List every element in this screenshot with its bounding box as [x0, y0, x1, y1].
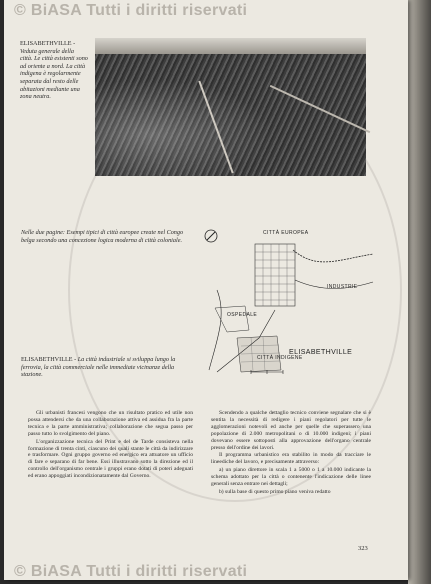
map-railway: [293, 250, 373, 262]
map-caption-head: ELISABETHVILLE -: [21, 356, 77, 363]
photo-road: [198, 81, 233, 174]
watermark-top: © BiASA Tutti i diritti riservati: [14, 2, 248, 19]
paragraph: Il programma urbanistico era stabilito in modo da tracciare le lineediche del lavoro, e precisamente attraverso:: [211, 452, 371, 466]
paragraph: a) un piano direttore in scala 1 a 5000 o 1 a 10.000 indicante la schema adottato per la città o contenente l'indicazione delle linee generali senza entrare nei dettagli;: [211, 467, 371, 488]
text-column-right: [211, 410, 371, 497]
book-page-edge: [408, 0, 431, 584]
photo-caption-head: ELISABETHVILLE -: [20, 40, 76, 47]
compass-icon: [205, 230, 217, 242]
aerial-photo: [95, 38, 366, 176]
photo-road: [270, 85, 371, 133]
types-caption: Nelle due pagine: Esempi tipici di città europee create nel Congo belga secondo una concezione logica moderna di città coloniale.: [21, 229, 184, 244]
paragraph: Scendendo a qualche dettaglio tecnico conviene segnalare che si è sentita la necessità di redigere i piani regolatori per tutte le agglomerazioni notevoli ed anche per quelle che superassero una popolazione di 2.000 metropolitani o di 10.000 indigeni; i piani dovevano essere sottoposti alla approvazione dell'organo centrale presso dell'ordine dei lavori.: [211, 410, 371, 451]
map-label-industrial: INDUSTRIE: [327, 284, 358, 290]
watermark-bottom: © BiASA Tutti i diritti riservati: [14, 563, 248, 580]
map-caption: [21, 356, 193, 379]
photo-caption-text: Veduta generale della città. Le città esistenti sono ad oriente a nord. La città indigena è regolarmente separata dal resto delle abitazioni mediante una zona neutra.: [20, 47, 88, 101]
map-label-hospital: OSPEDALE: [227, 312, 258, 318]
map-caption-text: La città industriale si sviluppa lungo la ferrovia, la città commerciale nelle immediate vicinanze della stazione.: [21, 356, 176, 379]
map-label-city: ELISABETHVILLE: [289, 349, 353, 356]
photo-sky: [95, 38, 366, 54]
paragraph: b) sulla base di questo primo piano veniva redatto: [219, 488, 331, 495]
book-page: [4, 0, 408, 580]
text-column-left: [28, 410, 193, 481]
paragraph: L'organizzazione tecnica del Print e del de Tarde consisteva nella formazione di trenta cinti, ciascuno dei quali stante le città da indirizzare e trasformare. Ogni gruppo governo ed energico era attuatore un ufficio di fare e separano di far bene. Essi illustravano sotto la direzione ed il controllo dell'organismo centrale i gruppi erano dotati di poteri adeguati ed erano appoggiati incondizionatamente dal Governo.: [28, 438, 193, 480]
city-map: [197, 220, 375, 380]
map-europe-grid: [255, 244, 295, 306]
map-label-native: CITTÀ INDIGENE: [257, 355, 303, 361]
map-river: [209, 290, 221, 370]
paragraph: Gli urbanisti francesi vengono che un risultato pratico ed utile non possa attendersi che da una collaborazione attiva ed assidua fra la parte tecnica e la parte amministrativa; collaborazione che segua passo per passo tutto lo svolgimento del piano.: [28, 410, 193, 437]
page-number: 323: [358, 545, 368, 552]
map-label-europe: CITTÀ EUROPEA: [263, 230, 309, 236]
map-hospital-area: [215, 306, 249, 332]
photo-caption: [20, 40, 88, 101]
